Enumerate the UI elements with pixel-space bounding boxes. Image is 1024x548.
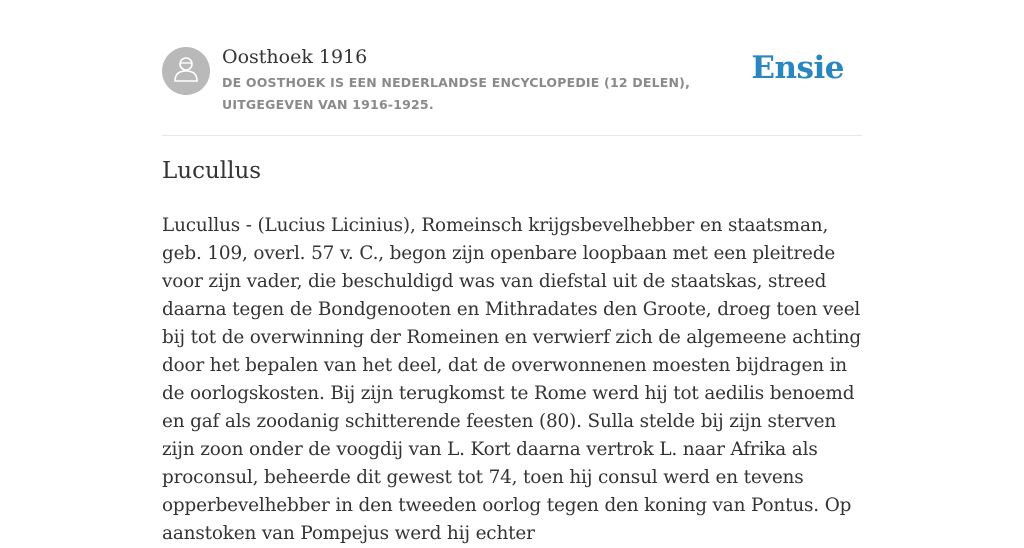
article-body: Lucullus - (Lucius Licinius), Romeinsch krijgsbevelhebber en staatsman, geb. 109, overl. 57 v. C., begon zijn openbare loopbaan met een pleitrede voor zijn vader, die beschuldigd was van diefstal uit de staatskas, streed daarna tegen de Bondgenooten en Mithradates den Groote, droeg toen veel bij tot de overwinning der Romeinen en verwierf zich de algemeene achting door het bepalen van het deel, dat de overwonnenen moesten bijdragen in de oorlogskosten. Bij zijn terugkomst te Rome werd hij tot aedilis benoemd en gaf als zoodanig schitterende feesten (80). Sulla stelde bij zijn sterven zijn zoon onder de voogdij van L. Kort daarna vertrok L. naar Afrika als proconsul, beheerde dit gewest tot 74, toen hij consul werd en tevens opperbevelhebber in den tweeden oorlog tegen den koning van Pontus. Op aanstoken van Pompejus werd hij echter bbox=[162, 215, 862, 544]
page-content bbox=[162, 0, 862, 544]
source-avatar[interactable] bbox=[162, 47, 210, 95]
ensie-logo-link[interactable]: Ensie bbox=[751, 50, 844, 86]
source-title[interactable]: Oosthoek 1916 bbox=[222, 46, 368, 68]
user-icon bbox=[171, 54, 201, 88]
article-title: Lucullus bbox=[162, 158, 262, 184]
source-header bbox=[162, 0, 862, 136]
source-description: DE OOSTHOEK IS EEN NEDERLANDSE ENCYCLOPEDIE (12 DELEN), UITGEGEVEN VAN 1916-1925. bbox=[222, 75, 691, 112]
